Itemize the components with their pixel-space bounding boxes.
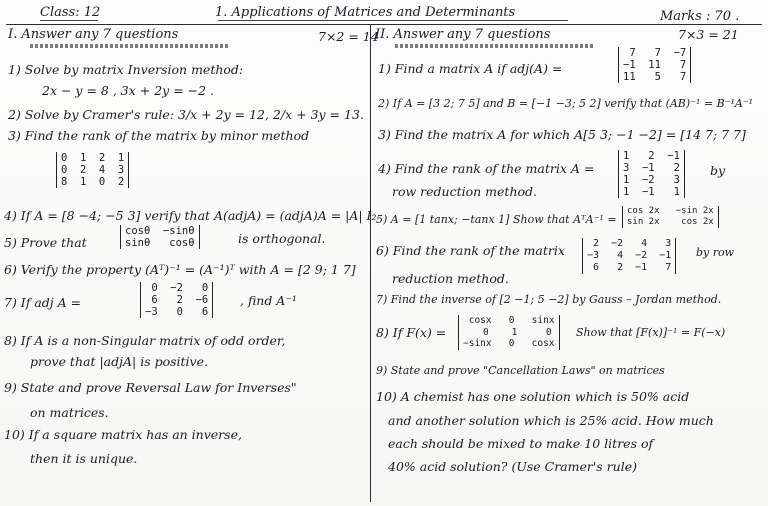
- s2-q10-line3: each should be mixed to make 10 litres of: [388, 436, 654, 451]
- s1-q8-line1: 8) If A is a non-Singular matrix of odd order,: [4, 333, 286, 348]
- section2-heading: II. Answer any 7 questions: [375, 27, 551, 42]
- s1-q9-line2: on matrices.: [30, 405, 109, 420]
- s2-q4-suffix: row reduction method.: [392, 184, 537, 199]
- s2-q6-matrix: 2 −2 4 3 −3 4 −2 −1 6 2 −1 7: [582, 238, 676, 274]
- s2-q7: 7) Find the inverse of [2 −1; 5 −2] by Gauss – Jordan method.: [376, 293, 722, 306]
- paper-title: 1. Applications of Matrices and Determinants: [215, 5, 516, 20]
- s2-q6-prompt: 6) Find the rank of the matrix: [376, 243, 565, 258]
- section1-heading-underline: [30, 44, 230, 48]
- s2-q8-matrix: cosx 0 sinx 0 1 0 −sinx 0 cosx: [458, 315, 560, 350]
- section1-heading: I. Answer any 7 questions: [8, 27, 179, 42]
- s1-q9-line1: 9) State and prove Reversal Law for Inverses": [4, 380, 297, 395]
- s2-q9: 9) State and prove "Cancellation Laws" on matrices: [376, 364, 665, 377]
- class-underline: [40, 20, 98, 21]
- s1-q1-equations: 2x − y = 8 , 3x + 2y = −2 .: [42, 83, 215, 98]
- s2-q3: 3) Find the matrix A for which A[5 3; −1 −2] = [14 7; 7 7]: [378, 127, 746, 142]
- s1-q2: 2) Solve by Cramer's rule: 3/x + 2y = 12, 2/x + 3y = 13.: [8, 107, 364, 122]
- section1-marks: 7×2 = 14: [318, 29, 379, 44]
- s2-q8-prompt: 8) If F(x) =: [376, 325, 447, 340]
- s1-q3-matrix: 0 1 2 1 0 2 4 3 8 1 0 2: [56, 152, 129, 188]
- column-divider: [370, 24, 371, 502]
- s2-q10-line1: 10) A chemist has one solution which is 50% acid: [376, 389, 690, 404]
- s2-q5-prompt: 5) A = [1 tanx; −tanx 1] Show that AᵀA⁻¹ =: [376, 213, 617, 226]
- s1-q5-suffix: is orthogonal.: [238, 231, 326, 246]
- s1-q10-line2: then it is unique.: [30, 451, 138, 466]
- s2-q10-line2: and another solution which is 25% acid. How much: [388, 413, 714, 428]
- s2-q2: 2) If A = [3 2; 7 5] and B = [−1 −3; 5 2] verify that (AB)⁻¹ = B⁻¹A⁻¹: [378, 97, 754, 110]
- s2-q4-prompt: 4) Find the rank of the matrix A =: [378, 161, 595, 176]
- s1-q4: 4) If A = [8 −4; −5 3] verify that A(adjA) = (adjA)A = |A| I₂: [4, 208, 377, 223]
- s1-q7-suffix: , find A⁻¹: [240, 293, 297, 308]
- s2-q1-prompt: 1) Find a matrix A if adj(A) =: [378, 61, 563, 76]
- s1-q1-prompt: 1) Solve by matrix Inversion method:: [8, 62, 244, 77]
- s1-q7-prompt: 7) If adj A =: [4, 295, 82, 310]
- title-underline: [218, 20, 568, 21]
- s2-q5-matrix: cos 2x −sin 2x sin 2x cos 2x: [622, 206, 719, 228]
- s2-q6-suffix: by row: [696, 246, 735, 259]
- section2-marks: 7×3 = 21: [678, 27, 739, 42]
- s2-q8-suffix: Show that [F(x)]⁻¹ = F(−x): [576, 326, 726, 339]
- s1-q3-prompt: 3) Find the rank of the matrix by minor method: [8, 128, 310, 143]
- s1-q8-line2: prove that |adjA| is positive.: [30, 354, 208, 369]
- marks-label: Marks : 70 .: [660, 9, 740, 24]
- s2-q1-matrix: 7 7 −7 −1 11 7 11 5 7: [618, 47, 691, 83]
- header-rule: [6, 24, 762, 25]
- s2-q10-line4: 40% acid solution? (Use Cramer's rule): [388, 459, 637, 474]
- class-label: Class: 12: [40, 5, 101, 20]
- section2-heading-underline: [395, 44, 595, 48]
- s1-q5-matrix: cosθ −sinθ sinθ cosθ: [120, 225, 200, 249]
- s2-q4-matrix: 1 2 −1 3 −1 2 1 −2 3 1 −1 1: [618, 150, 685, 198]
- s1-q6: 6) Verify the property (Aᵀ)⁻¹ = (A⁻¹)ᵀ with A = [2 9; 1 7]: [4, 262, 356, 277]
- s2-q6-line2: reduction method.: [392, 271, 509, 286]
- s1-q10-line1: 10) If a square matrix has an inverse,: [4, 427, 242, 442]
- s1-q5-prompt: 5) Prove that: [4, 235, 87, 250]
- s1-q7-matrix: 0 −2 0 6 2 −6 −3 0 6: [140, 282, 213, 318]
- s2-q4-by: by: [710, 163, 726, 178]
